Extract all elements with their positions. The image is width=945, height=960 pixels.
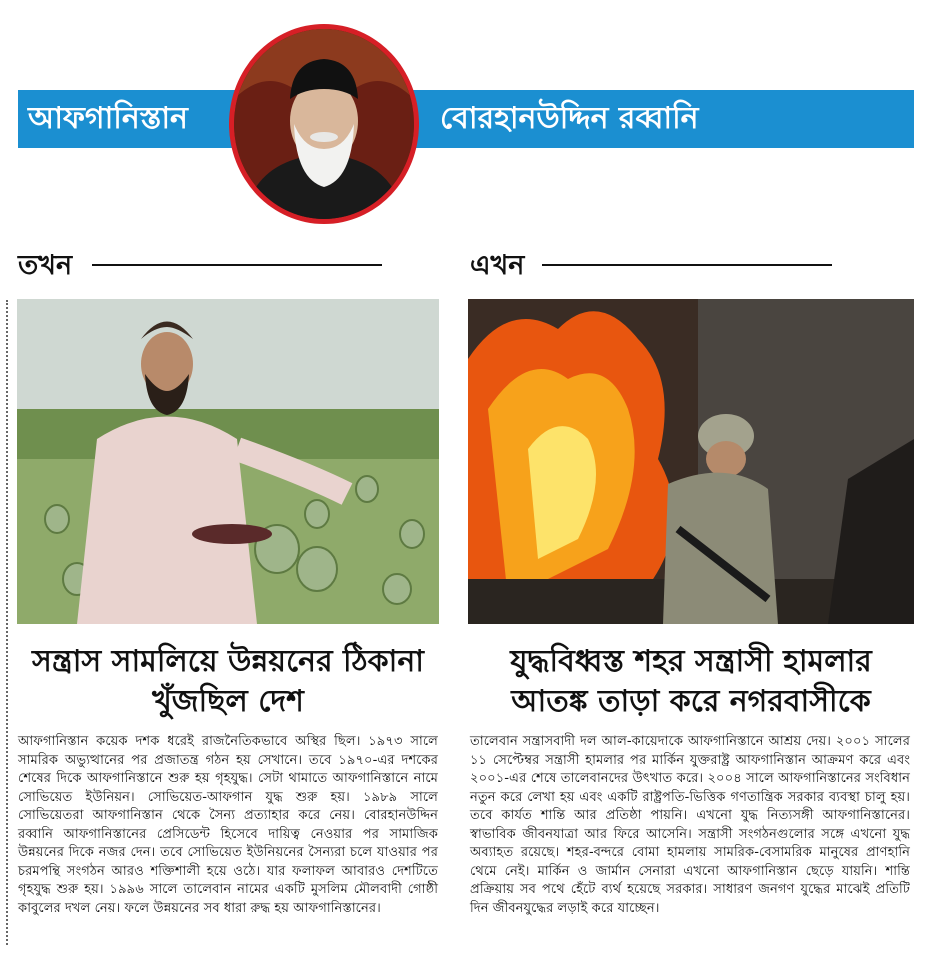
then-section-rule	[92, 264, 382, 266]
now-body-text: তালেবান সন্ত্রাসবাদী দল আল-কায়েদাকে আফগানিস্তানে আশ্রয় দেয়। ২০০১ সালের ১১ সেপ্টেম্বর সন্ত্রাসী হামলার পর মার্কিন যুক্তরাষ্ট্র আফগানিস্তান আক্রমণ করে এবং ২০০১-এর শেষে তালেবানদের উৎখাত করে। ২০০৪ সালে আফগানিস্তানের সংবিধান নতুন করে লেখা হয় এবং একটি রাষ্ট্রপতি-ভিত্তিক গণতান্ত্রিক সরকার ব্যবস্থা চালু হয়। তবে কার্যত শান্তি আর প্রতিষ্ঠা পায়নি। এখনো যুদ্ধ নিত্যসঙ্গী আফগানিস্তানের। স্বাভাবিক জীবনযাত্রা আর ফিরে আসেনি। সন্ত্রাসী সংগঠনগুলোর সঙ্গে এখনো যুদ্ধ অব্যাহত রয়েছে। শহর-বন্দরে বোমা হামলায় সামরিক-বেসামরিক মানুষের প্রাণহানি থেমে নেই। মার্কিন ও জার্মান সেনারা এখনো আফগানিস্তান ছেড়ে যায়নি। শান্তি প্রক্রিয়ায় সব পথে হেঁটে ব্যর্থ হয়েছে সরকার। সাধারণ জনগণ যুদ্ধের মাঝেই প্রতিটি দিন জীবনযুদ্ধের লড়াই করে যাচ্ছেন।	[470, 734, 910, 916]
then-headline-line-2: খুঁজছিল দেশ	[152, 684, 304, 719]
banner-person-name: বোরহানউদ্দিন রব্বানি	[440, 101, 699, 136]
now-section-label: এখন	[470, 250, 525, 281]
then-headline	[17, 642, 439, 722]
then-body-text: আফগানিস্তান কয়েক দশক ধরেই রাজনৈতিকভাবে অস্থির ছিল। ১৯৭৩ সালে সামরিক অভ্যুত্থানের পর প্রজাতন্ত্র গঠন হয় সেখানে। তবে ১৯৭০-এর দশকের শেষের দিকে আফগানিস্তানে শুরু হয় গৃহযুদ্ধ। সেটা থামাতে আফগানিস্তানে নামে সোভিয়েত ইউনিয়ন। সোভিয়েত-আফগান যুদ্ধ শুরু হয়। ১৯৮৯ সালে সোভিয়েতরা আফগানিস্তান থেকে সৈন্য প্রত্যাহার করে নেয়। বোরহানউদ্দিন রব্বানি আফগানিস্তানের প্রেসিডেন্ট হিসেবে দায়িত্ব নেওয়ার পর সামাজিক উন্নয়নের দিকে নজর দেন। তবে সোভিয়েত ইউনিয়নের সৈন্যরা চলে যাওয়ার পর চরমপন্থি সংগঠন আরও শক্তিশালী হয়ে ওঠে। যার ফলাফল আবারও দেশটিতে গৃহযুদ্ধ শুরু হয়। ১৯৯৬ সালে তালেবান নামের একটি মুসলিম মৌলবাদী গোষ্ঠী কাবুলের দখল নেয়। ফলে উন্নয়নের সব ধারা রুদ্ধ হয় আফগানিস্তানের।	[18, 734, 438, 916]
now-headline-line-2: আতঙ্ক তাড়া করে নগরবাসীকে	[511, 684, 871, 719]
left-dotted-divider	[6, 300, 8, 945]
then-headline-line-1: সন্ত্রাস সামলিয়ে উন্নয়নের ঠিকানা	[32, 644, 424, 679]
banner-country-label: আফগানিস্তান	[28, 101, 188, 136]
now-section-rule	[542, 264, 832, 266]
then-photo-poppy-farmer	[17, 299, 439, 624]
portrait-photo	[229, 24, 419, 224]
now-headline	[468, 642, 914, 722]
now-headline-line-1: যুদ্ধবিধ্বস্ত শহর সন্ত্রাসী হামলার	[510, 644, 872, 679]
then-section-label: তখন	[18, 250, 73, 281]
now-photo-soldier-fire	[468, 299, 914, 624]
